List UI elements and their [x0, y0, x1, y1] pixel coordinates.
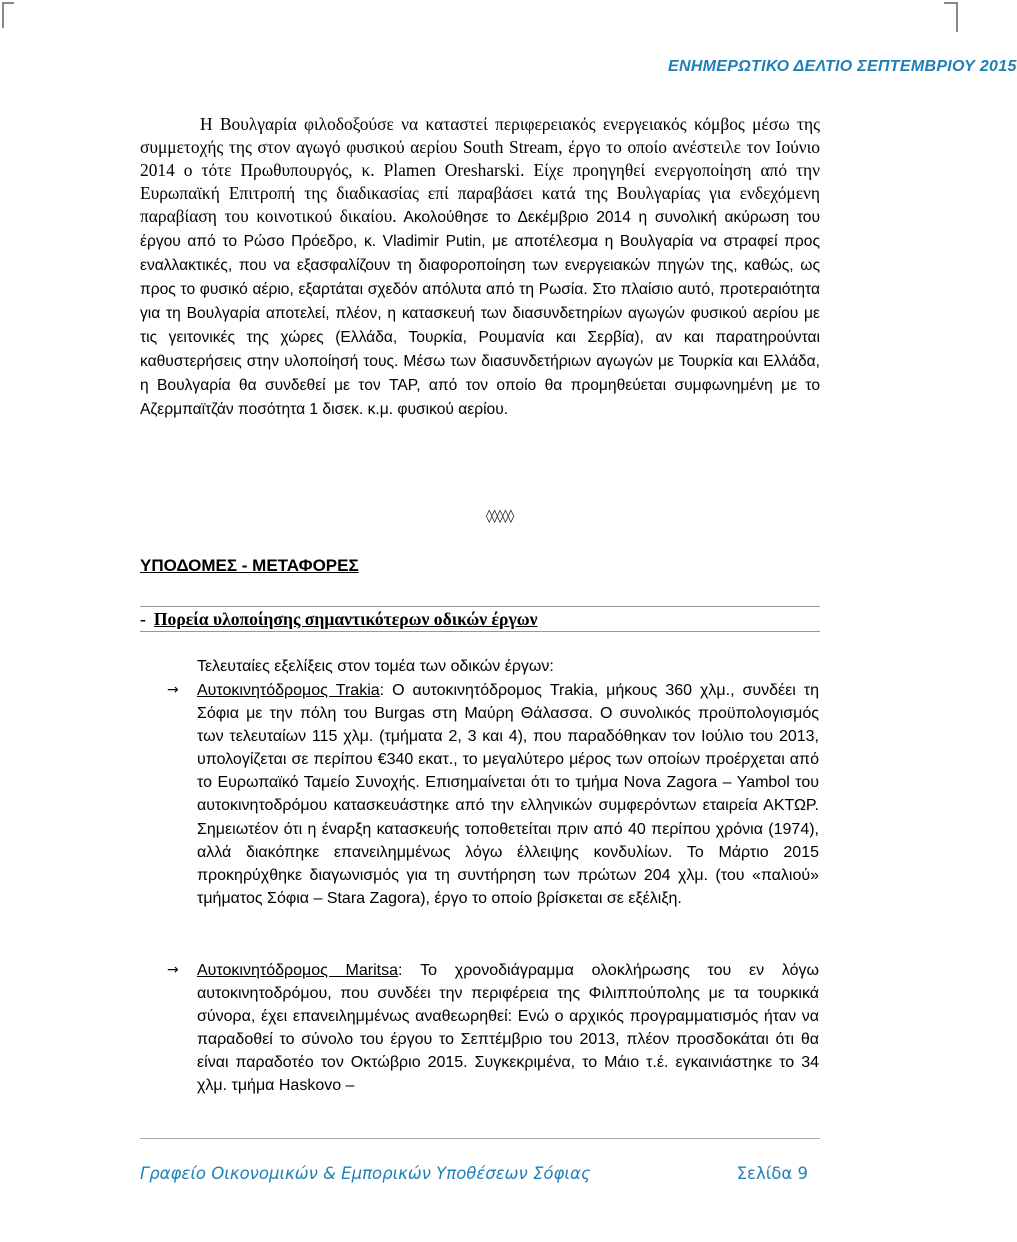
bulletin-title: ΕΝΗΜΕΡΩΤΙΚΟ ΔΕΛΤΙΟ ΣΕΠΤΕΜΒΡΙΟΥ 2015 — [668, 58, 1017, 75]
footer-office-name: Γραφείο Οικονομικών & Εμπορικών Υποθέσεων Σόφιας — [140, 1164, 591, 1183]
intro-paragraph-part2: Ακολούθησε το Δεκέμβριο 2014 η συνολική ακύρωση του έργου από το Ρώσο Πρόεδρο, κ. Vladimir Putin, με αποτέλεσμα η Βουλγαρία να στραφεί προς εναλλακτικές, που να εξασφαλίζουν τη διαφοροποίηση των ενεργειακών πηγών της, καθώς, ως προς το φυσικό αέριο, εξαρτάται σχεδόν απόλυτα από τη Ρωσία. Στο πλαίσιο αυτό, προτεραιότητα για τη Βουλγαρία αποτελεί, πλέον, η κατασκευή των διασυνδετηρίων αγωγών φυσικού αερίου με τις γειτονικές της χώρες (Ελλάδα, Τουρκία, Ρουμανία και Σερβία), αν και παρατηρούνται καθυστερήσεις στην υλοποίησή τους. Μέσω των διασυνδετήριων αγωγών με Τουρκία και Ελλάδα, η Βουλγαρία θα συνδεθεί με τον TAP, από τον οποίο θα προμηθεύεται συμφωνημένη με το Αζερμπαϊτζάν ποσότητα 1 δισεκ. κ.μ. φυσικού αερίου. — [140, 209, 820, 418]
crop-mark-left — [2, 2, 14, 28]
subsection-title: Πορεία υλοποίησης σημαντικότερων οδικών έργων — [153, 609, 538, 629]
page-header — [0, 0, 1017, 96]
separator-diamonds: ◊◊◊◊◊ — [486, 509, 514, 524]
crop-mark-right — [944, 2, 958, 32]
page-number: Σελίδα 9 — [736, 1164, 808, 1183]
bullet-text: : Ο αυτοκινητόδρομος Trakia, μήκους 360 χλμ., συνδέει τη Σόφια με την πόλη του Burgas στη Μαύρη Θάλασσα. Ο συνολικός προϋπολογισμός των τελευταίων 115 χλμ. (τμήματα 2, 3 και 4), που παραδόθηκαν τον Ιούλιο του 2013, υπολογίζεται σε περίπου €340 εκατ., το μεγαλύτερο μέρος των οποίων προέρχεται από το Ευρωπαϊκό Ταμείο Συνοχής. Επισημαίνεται ότι το τμήμα Nova Zagora – Yambol του αυτοκινητοδρόμου κατασκευάστηκε από την ελληνικών συμφερόντων εταιρεία ΑΚΤΩΡ. Σημειωτέον ότι η έναρξη κατασκευής τοποθετείται πριν από 40 περίπου χρόνια (1974), αλλά διακόπηκε επανειλημμένως λόγω έλλειψης κονδυλίων. Το Μάρτιο 2015 προκηρύχθηκε διαγωνισμός για τη συντήρηση των πρώτων 204 χλμ. (του «παλιού» τμήματος Σόφια – Stara Zagora), έργο το οποίο βρίσκεται σε εξέλιξη. — [197, 682, 820, 907]
bullet-text: : Το χρονοδιάγραμμα ολοκλήρωσης του εν λόγω αυτοκινητοδρόμου, που συνδέει την περιφέρεια της Φιλιππούπολης με τα τουρκικά σύνορα, έχει επανειλημμένως αναθεωρηθεί: Ενώ ο αρχικός προγραμματισμός ήταν να παραδοθεί το σύνολο του έργου το Σεπτέμβριο του 2013, πλέον προσδοκάται ότι θα είναι παραδοτέο τον Οκτώβριο 2015. Συγκεκριμένα, το Μάιο τ.έ. εγκαινιάστηκε το 34 χλμ. τμήμα Haskovo – — [197, 962, 820, 1095]
arrow-bullet-icon: → — [167, 962, 179, 978]
footer-divider — [140, 1138, 820, 1139]
intro-paragraph — [140, 113, 820, 421]
bullet-heading: Αυτοκινητόδρομος Maritsa — [197, 962, 398, 979]
subsection-heading — [140, 606, 820, 632]
arrow-bullet-icon: → — [167, 682, 179, 698]
road-works-intro: Τελευταίες εξελίξεις στον τομέα των οδικών έργων: — [197, 658, 554, 675]
section-title: ΥΠΟΔΟΜΕΣ - ΜΕΤΑΦΟΡΕΣ — [140, 556, 359, 575]
bullet-maritsa — [197, 959, 819, 1098]
bullet-heading: Αυτοκινητόδρομος Trakia — [197, 682, 380, 699]
subsection-prefix: - — [140, 609, 146, 629]
bullet-trakia — [197, 679, 819, 910]
intro-paragraph-part1: Η Βουλγαρία φιλοδοξούσε να καταστεί περιφερειακός ενεργειακός κόμβος μέσω της συμμετοχής της στον αγωγό φυσικού αερίου South Stream, έργο το οποίο ανέστειλε τον Ιούνιο 2014 ο τότε Πρωθυπουργός, κ. Plamen Oresharski. Είχε προηγηθεί ενεργοποίηση από την Ευρωπαϊκή Επιτροπή της διαδικασίας επί παραβάσει κατά της Βουλγαρίας για ενδεχόμενη παραβίαση του κοινοτικού δικαίου. — [140, 114, 820, 226]
